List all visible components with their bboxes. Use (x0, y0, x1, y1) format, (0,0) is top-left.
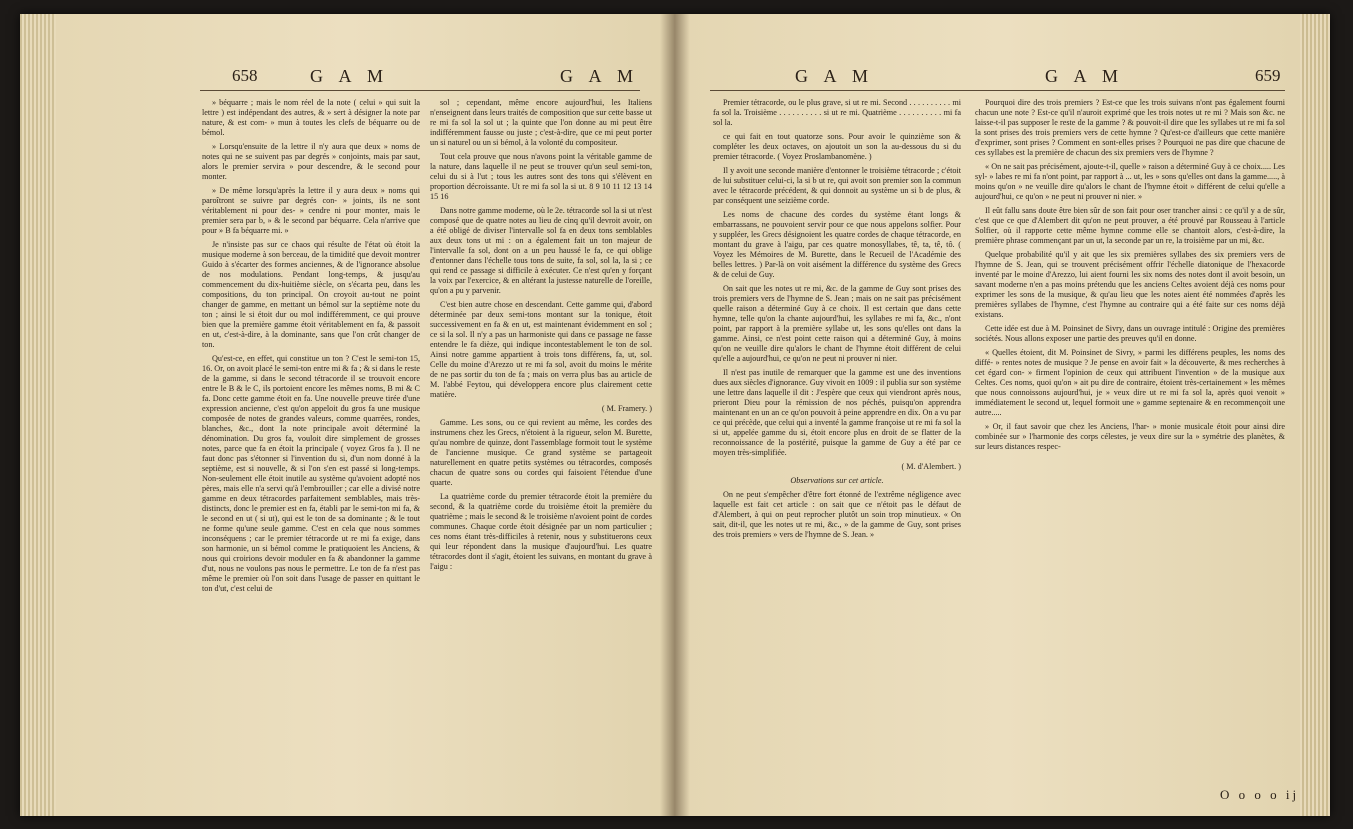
paragraph: Dans notre gamme moderne, où le 2e. tétracorde sol la si ut n'est composé que de quatre notes au lieu de cinq qu'il devroit avoir, on a été obligé de diviser l'intervalle sol fa en deux tons semblables aux deux tons ut mi : on a également fait un ton majeur de l'intervalle fa sol, dont on a un peu haussé le fa, ce qui oblige d'entonner dans l'échelle tous tons de suite, fa sol, sol la, la si ; ce qui rend ce passage si difficile à exécuter. Ce n'est qu'en y forçant la voix par l'exercice, & en altérant la justesse naturelle de l'oreille, qu'on a pu y parvenir. (430, 206, 652, 295)
attribution: ( M. Framery. ) (601, 404, 652, 413)
paragraph: « On ne sait pas précisément, ajoute-t-il, quelle » raison a déterminé Guy à ce choix..... Les syl- » labes re mi fa n'ont point, par rapport à ... ut, les » sons qu'elles ont dans la gamme....., à moins qu'on » ne veuille dire qu'alors le chant de l'hymne étoit » différent de celui qu'elle a aujourd'hui, ce qu'on » ne peut ni prouver ni nier. » (975, 162, 1285, 201)
paragraph: Cette idée est due à M. Poinsinet de Sivry, dans un ouvrage intitulé : Origine des premières sociétés. Nous allons exposer une partie des preuves qu'il en donne. (975, 324, 1285, 343)
paragraph: » béquarre ; mais le nom réel de la note ( celui » qui suit la lettre ) est indépendant des autres, & » sert à désigner la note par nature, & est com- » mun à toutes les clefs de béquarre ou de bémol. (202, 98, 420, 137)
paragraph: Tout cela prouve que nous n'avons point la véritable gamme de la nature, dans laquelle il ne peut se trouver qu'un seul semi-ton, celui du si à l'ut ; tous les autres sont des tons qui s'élèvent en proportion décroissante. Ut re mi fa sol la si ut. 8 9 10 11 12 13 14 15 16 (430, 152, 652, 201)
paragraph: « Quelles étoient, dit M. Poinsinet de Sivry, » parmi les différens peuples, les noms des diffé- » rentes notes de musique ? Je pense en avoir fait » la découverte, & mes recherches à cet égard con- » firment l'opinion de ceux qui attribuent l'invention » de la musique aux Celtes. Ces noms, quoi qu'on » ait pu dire de contraire, étoient très-certainement » les mêmes que nous connoissons aujourd'hui, je » veux dire ut re mi fa sol la, après quoi venoit » immédiatement le second ut, lequel formoit une » gamme septenaire & en recommençoit une autre..... (975, 348, 1285, 417)
signature-mark: O o o o ij (1220, 787, 1300, 802)
paragraph: Gamme. Les sons, ou ce qui revient au même, les cordes des instrumens chez les Grecs, n'étoient à la rigueur, selon M. Burette, qu'au nombre de quinze, dont l'assemblage formoit tout le système de l'ancienne musique. Ce grand système se partageoit naturellement en quatre petits systèmes ou tétracordes, composés chacun de quatre sons ou cordes qui faisoient l'étendue d'une quarte. (430, 418, 652, 487)
paragraph: ce qui fait en tout quatorze sons. Pour avoir le quinzième son & compléter les deux octaves, on ajoutoit un son la au-dessous du si du premier tétracorde. ( Voyez Proslambanomène. ) (713, 132, 961, 161)
running-head: G A M (310, 66, 390, 86)
paragraph: Il y avoit une seconde manière d'entonner le troisième tétracorde ; c'étoit de lui substituer celui-ci, la si b ut re, qui avoit son premier son la commun avec le tétracorde précédent, & qui donnoit au système un si b de plus, & par conséquent une seizième corde. (713, 166, 961, 205)
paragraph: La quatrième corde du premier tétracorde étoit la première du second, & la quatrième corde du troisième étoit la première du quatrième ; mais le second & le troisième n'avoient point de cordes communes. Chaque corde étoit désignée par un nom particulier ; ces noms étant très-difficiles à retenir, nous y substituerons ceux qui leur répondent dans la musique d'aujourd'hui. Les quatre tétracordes dont il s'agit, étoient les suivans, en montant du grave à l'aigu : (430, 492, 652, 571)
page-edges-right (1300, 14, 1330, 816)
text-column-2 (430, 98, 652, 778)
paragraph: Il n'est pas inutile de remarquer que la gamme est une des inventions dues aux siècles d'ignorance. Guy vivoit en 1009 : il publia sur son système une lettre dans laquelle il dit : J'espère que ceux qui viendront après nous, prieront Dieu pour la rémission de nos péchés, puisqu'on apprendra maintenant en un an ce qu'on pouvoit à peine apprendre en dix. On a vu par ce qui précède, que celui qui a inventé la gamme françoise ut re mi fa sol la si ut, appelée gamme du si, étoit encore plus en droit de se flatter de la reconnoissance de la postérité, puisque la gamme de Guy a été par ce moyen très-simplifiée. (713, 368, 961, 457)
running-head: G A M (1045, 66, 1125, 86)
text-column-1 (713, 98, 961, 778)
header-rule (710, 90, 1285, 91)
paragraph: On ne peut s'empêcher d'être fort étonné de l'extrême négligence avec laquelle est fait cet article : on sait que ce n'étoit pas le défaut de d'Alembert, à qui on peut reprocher plutôt un soin trop minutieux. « On sait, dit-il, que les notes ut re mi, &c., » de la gamme de Guy, sont prises des trois premiers » vers de l'hymne de S. Jean. » (713, 490, 961, 539)
paragraph: Les noms de chacune des cordes du système étant longs & embarrassans, ne pouvoient servir pour ce que nous appelons solfier. Pour y suppléer, les Grecs désignoient les quatre cordes de chaque tétracorde, en montant du grave à l'aigu, par ces quatre monosyllabes, tê, ta, tê, tô. ( Voyez les Mémoires de M. Burette, dans le Recueil de l'Académie des belles lettres. ) Par-là on voit aisément la différence du système des Grecs & de celui de Guy. (713, 210, 961, 279)
right-page (675, 14, 1330, 816)
attribution: ( M. d'Alembert. ) (901, 462, 961, 471)
paragraph: Quelque probabilité qu'il y ait que les six premières syllabes des six premiers vers de l'hymne de S. Jean, qui se trouvent précisément offrir l'échelle diatonique de l'hexacorde inventé par le moine d'Arezzo, lui aient fourni les six noms des notes dont il avoit besoin, un savant moderne n'en a pas moins prétendu que les anciens Celtes avoient déjà ces noms pour exprimer les sons de la musique, & qu'au lieu que les notes aient été nommées d'après les premières syllabes de l'hymne, c'est l'hymne au contraire qui a été faite sur ces noms déjà existans. (975, 250, 1285, 319)
paragraph: C'est bien autre chose en descendant. Cette gamme qui, d'abord déterminée par deux semi-tons montant sur la tonique, étoit successivement en fa & en ut, est maintenant évidemment en sol ; ce si la sol. Il n'y a pas un harmoniste qui dans ce passage ne fasse entendre le fa dièze, qui indique incontestablement le ton de sol. Ainsi notre gamme appartient à trois tons différens, fa, ut, sol. Celle du moine d'Arezzo ut re mi fa sol, avoit du moins le mérite de ne pas sortir du ton de fa ; mais on verra plus bas au article de M. l'abbé Feytou, qui développera encore plus clairement cette matière. (430, 300, 652, 399)
section-title: Observations sur cet article. (790, 476, 884, 485)
paragraph: On sait que les notes ut re mi, &c. de la gamme de Guy sont prises des trois premiers vers de l'hymne de S. Jean ; mais on ne sait pas précisément quelle raison a déterminé Guy à ce choix. Il est certain que dans cette hymne, telle qu'on la chante aujourd'hui, les syllabes re mi fa, &c., n'ont point, par rapport à la première syllabe ut, les sons qu'elles ont dans la gamme. Ainsi, ce n'est point cette raison qui a déterminé Guy, à moins qu'on ne veuille dire qu'alors le chant de l'hymne étoit différent de celui qu'elle a aujourd'hui, ce qu'on ne peut ni prouver ni nier. (713, 284, 961, 363)
running-head: G A M (560, 66, 640, 86)
running-head: G A M (795, 66, 875, 86)
paragraph: Il eût fallu sans doute être bien sûr de son fait pour oser trancher ainsi : ce qu'il y a de sûr, c'est que ce que d'Alembert dit qu'on ne peut prouver, a été prouvé par Rousseau à l'article Solfier, où il rapporte cette même hymne comme elle se chantoit alors, c'est-à-dire, la première phrase commençant par un ut, la seconde par un re, la troisième par un mi, &c. (975, 206, 1285, 245)
paragraph: » De même lorsqu'après la lettre il y aura deux » noms qui paroîtront se suivre par degrés con- » joints, ils ne sont véritablement ni pour des- » cendre ni pour monter, mais le premier sera par b, » & le second par béquarre. Cela n'arrive que pour » B fa béquarre mi. » (202, 186, 420, 235)
book-spread (20, 14, 1330, 816)
page-number: 658 (232, 66, 258, 85)
paragraph: Pourquoi dire des trois premiers ? Est-ce que les trois suivans n'ont pas également fourni chacun une note ? Est-ce qu'il n'auroit exprimé que les trois notes ut re mi ? Mais son &c. ne laisse-t-il pas supposer le reste de la gamme ? & pouvoit-il dire que les syllabes ut re mi fa sol la sont prises des trois premiers vers de cette hymne ? Qu'est-ce d'ailleurs que cette manière d'exprimer, sont prises ? Comment en sont-elles prises ? Pourquoi ne pas dire que chacune de ces syllabes est la première de chacun des six premiers vers de l'hymne ? (975, 98, 1285, 157)
paragraph: sol ; cependant, même encore aujourd'hui, les Italiens n'enseignent dans leurs traités de composition que sur cette basse ut re mi fa sol la sol ut ; la quinte que l'on donne au mi peut être indifféremment fausse ou juste ; c'est-à-dire, que ce mi peut porter un si naturel ou un si bémol, à la volonté du compositeur. (430, 98, 652, 147)
paragraph: » Lorsqu'ensuite de la lettre il n'y aura que deux » noms de notes qui ne se suivent pas par degrés » conjoints, mais par saut, alors le premier servira » pour descendre, & le second pour monter. (202, 142, 420, 181)
paragraph: Je n'insiste pas sur ce chaos qui résulte de l'état où étoit la musique moderne à son berceau, de la timidité que devoit montrer Guido à s'écarter des formes anciennes, & de l'ignorance absolue de nos modulations. Pendant long-temps, & jusqu'au commencement du dix-huitième siècle, on s'écarta peu, dans les compositions, du ton principal. On croyoit au-tout ne point changer de gamme, en mettant un bémol sur la septième note du ton ; ainsi le si étoit dur ou mol indifféremment, ce qui prouve bien que la première gamme étoit véritablement en fa, & passoit en ut, c'est-à-dire, à la dominante, sans que l'on crût changer de ton. (202, 240, 420, 349)
page-edges-left (20, 14, 56, 816)
paragraph: Premier tétracorde, ou le plus grave, si ut re mi. Second . . . . . . . . . . mi fa sol la. Troisième . . . . . . . . . . si ut re mi. Quatrième . . . . . . . . . . mi fa sol la. (713, 98, 961, 127)
text-column-1 (202, 98, 420, 778)
text-column-2 (975, 98, 1285, 778)
header-rule (200, 90, 640, 91)
page-number: 659 (1255, 66, 1281, 85)
paragraph: » Or, il faut savoir que chez les Anciens, l'har- » monie musicale étoit pour ainsi dire combinée sur » l'harmonie des corps célestes, je veux dire sur la » symétrie des planètes, & sur leurs distances respec- (975, 422, 1285, 451)
paragraph: Qu'est-ce, en effet, qui constitue un ton ? C'est le semi-ton 15, 16. Or, on avoit placé le semi-ton entre mi & fa ; & si dans le reste de la gamme, si dans le second tétracorde il se trouvoit encore entre le B & le C, ils portoient encore les mêmes noms, B mi & C fa. Donc cette gamme étoit en fa. Une nouvelle preuve tirée d'une expression ancienne, c'est qu'on appeloit du gros fa une musique composée de notes de grandes valeurs, comme quarrées, rondes, blanches, &c., dont la note principale avoit déterminé la dénomination. Du gros fa, vouloit dire simplement de grosses notes, parce que fa en étoit la principale ( voyez Gros fa ). Il ne faut donc pas s'étonner si l'invention du si, d'un nom donné à la septième, est si nouvelle, & si l'on s'en est passé si long-temps. Non-seulement elle étoit inutile au système qu'avoient adopté nos pères, mais elle n'a servi qu'à l'embrouiller ; car elle a divisé notre gamme en deux tétracordes parfaitement semblables, mais très-distincts, donc le premier est en fa, établi par le semi-ton mi fa, & le second en ut ( si ut), qui est le ton de sa dominante ; & le tout ne forme qu'une seule gamme. C'est en cela que nous sommes inconséquens ; car le premier tétracorde ut re mi fa exige, dans son harmonie, un si bémol comme le pratiquoient les Anciens, & nous qui croirions devoir moduler en fa & abandonner la gamme d'ut, nous ne voulons pas nous le permettre. Le ton de fa n'est pas même le premier où l'on soit dans l'usage de passer en quittant le ton d'ut, c'est celui de (202, 354, 420, 593)
left-page (20, 14, 675, 816)
